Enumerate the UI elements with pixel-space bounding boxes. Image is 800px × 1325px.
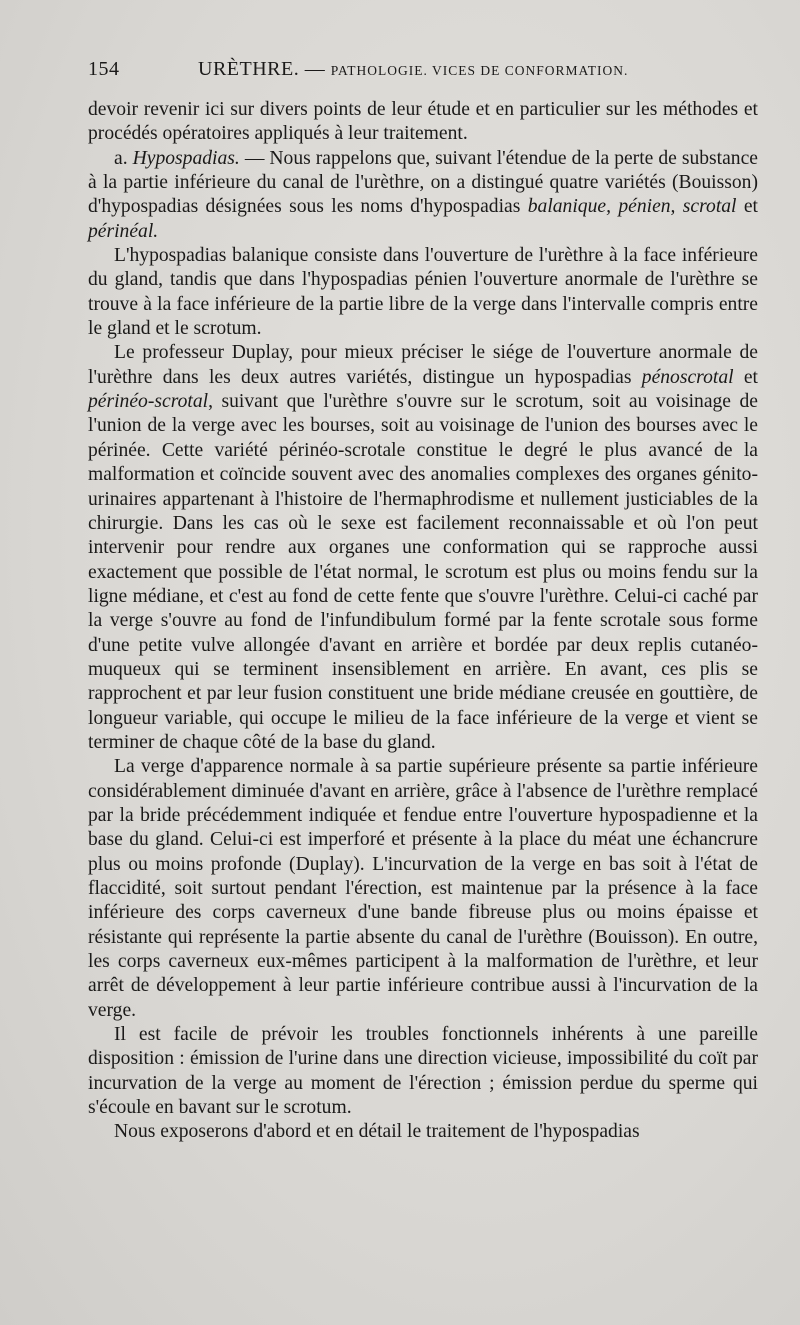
paragraph bbox=[88, 755, 758, 1023]
paragraph bbox=[88, 341, 758, 755]
text-run: a. bbox=[114, 147, 133, 169]
text-run: devoir revenir ici sur divers points de leur étude et en particulier sur les méthodes et procédés opératoires appliqués à leur traitement. bbox=[88, 99, 758, 145]
text-run: et bbox=[733, 366, 758, 388]
page-number: 154 bbox=[88, 58, 120, 80]
text-run: Le professeur Duplay, pour mieux préciser le siége de l'ouverture anormale de l'urèthre dans les deux autres variétés, distingue un hypospadias bbox=[88, 342, 758, 388]
running-header bbox=[88, 58, 758, 98]
running-title bbox=[198, 58, 628, 81]
italic-term: périnéo-scrotal bbox=[88, 391, 209, 413]
body-text bbox=[88, 98, 758, 1145]
paragraph bbox=[88, 1120, 758, 1144]
italic-term: balanique, pénien, scrotal bbox=[527, 196, 737, 218]
book-page bbox=[88, 58, 758, 1145]
paragraph bbox=[88, 98, 758, 147]
paragraph bbox=[88, 1023, 758, 1120]
running-title-main: URÈTHRE. bbox=[198, 58, 300, 80]
running-title-separator: — bbox=[304, 58, 326, 80]
italic-term: périnéal. bbox=[88, 220, 159, 242]
text-run: Nous exposerons d'abord et en détail le traitement de l'hypospadias bbox=[114, 1121, 640, 1143]
paragraph bbox=[88, 244, 758, 341]
running-title-section: PATHOLOGIE. VICES DE CONFORMATION. bbox=[330, 63, 629, 78]
text-run: La verge d'apparence normale à sa partie supérieure présente sa partie inférieure considérablement diminuée d'avant en arrière, grâce à l'absence de l'urèthre remplacé par la bride précédemment indiquée et fendue entre l'ouverture hypospadienne et la base du gland. Celui-ci est imperforé et présente à la place du méat une échancrure plus ou moins profonde (Duplay). L'incurvation de la verge en bas soit à l'état de flaccidité, soit surtout pendant l'érection, est maintenue par la présence à la face inférieure des corps caverneux d'une bande fibreuse plus ou moins épaisse et résistante qui représente la partie absente du canal de l'urèthre (Bouisson). En outre, les corps caverneux eux-mêmes participent à la malformation de l'urèthre, et leur arrêt de développement à leur partie inférieure contribue aussi à l'incurvation de la verge. bbox=[88, 756, 758, 1021]
text-run: — Nous rappelons que, suivant l'étendue de la perte de substance à la partie inférieure du canal de l'urèthre, on a distingué quatre variétés (Bouisson) d'hypospadias désignées sous les noms d'hypospadias bbox=[88, 147, 758, 218]
text-run: et bbox=[736, 196, 759, 218]
text-run: Il est facile de prévoir les troubles fonctionnels inhérents à une pareille disposition : émission de l'urine dans une direction vicieuse, impossibilité du coït par incurvation de la verge au moment de l'érection ; émission perdue du sperme qui s'écoule en bavant sur le scrotum. bbox=[88, 1024, 758, 1119]
italic-term: pénoscrotal bbox=[641, 366, 734, 388]
paragraph bbox=[88, 147, 758, 244]
text-run: , suivant que l'urèthre s'ouvre sur le scrotum, soit au voisinage de l'union de la verge avec les bourses, soit au voisinage de l'union des bourses avec le périnée. Cette variété périnéo-scrotale constitue le degré le plus avancé de la malformation et coïncide souvent avec des anomalies complexes des organes génito-urinaires appartenant à l'histoire de l'hermaphrodisme et nullement justiciables de la chirurgie. Dans les cas où le sexe est facilement reconnaissable et où l'on peut intervenir pour rendre aux organes une conformation qui se rapproche aussi exactement que possible de l'état normal, le scrotum est plus ou moins fendu sur la ligne médiane, et c'est au fond de cette fente que s'ouvre l'urèthre. Celui-ci caché par la verge s'ouvre au fond de l'infundibulum formé par la fente scrotale sous forme d'une petite vulve allongée d'avant en arrière et bordée par deux replis cutanéo-muqueux qui se terminent insensiblement en arrière. En avant, ces plis se rapprochent et par leur fusion constituent une bride médiane creusée en gouttière, de longueur variable, qui occupe le milieu de la face inférieure de la verge et vient se terminer de chaque côté de la base du gland. bbox=[88, 391, 758, 753]
text-run: L'hypospadias balanique consiste dans l'ouverture de l'urèthre à la face inférieure du gland, tandis que dans l'hypospadias pénien l'ouverture anormale de l'urèthre se trouve à la face inférieure de la partie libre de la verge dans l'intervalle compris entre le gland et le scrotum. bbox=[88, 245, 758, 340]
italic-term: Hypospadias. bbox=[132, 147, 240, 169]
